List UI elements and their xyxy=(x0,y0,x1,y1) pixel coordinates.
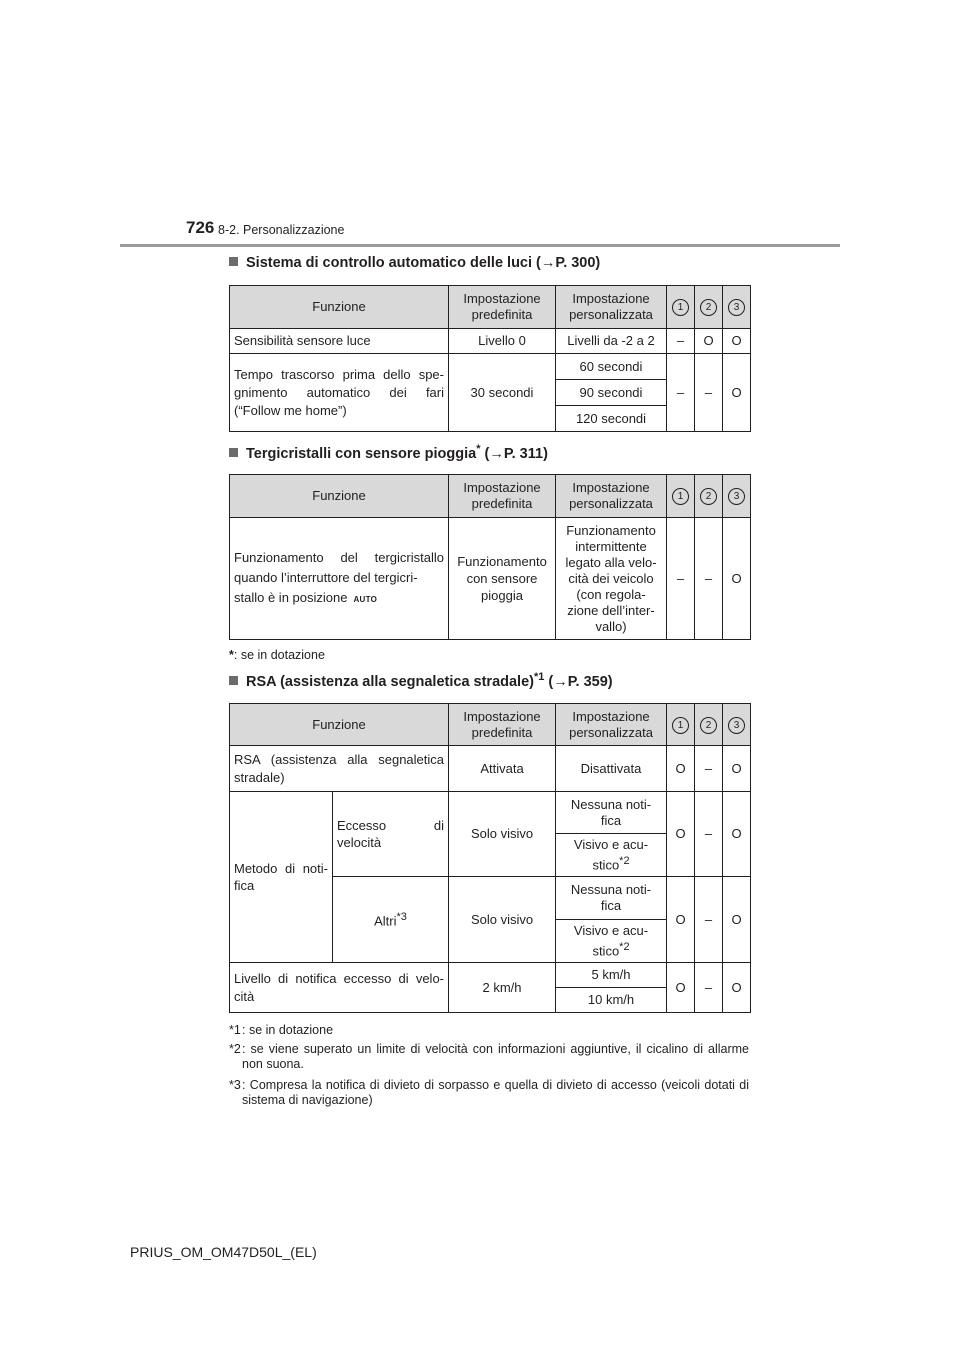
col-header-predefinita: Impostazione predefinita xyxy=(449,704,556,746)
cell-default: Livello 0 xyxy=(449,329,556,354)
cell-custom: Funzionamento intermittente legato alla velo- cità dei veicolo (con regola- zione dell’inter- vallo) xyxy=(556,518,667,640)
col-header-funzione: Funzione xyxy=(230,286,449,329)
col-header-personalizzata: Impostazione personalizzata xyxy=(556,475,667,518)
circled-number: 1 xyxy=(672,717,689,734)
cell-funzione: Funzionamento del tergicristallo quando l’interruttore del tergicri- stallo è in posizione AUTO xyxy=(230,518,449,640)
circled-number: 1 xyxy=(672,488,689,505)
cell-default: Attivata xyxy=(449,746,556,792)
footer-doc-id: PRIUS_OM_OM47D50L_(EL) xyxy=(130,1244,317,1260)
cell-c1: O xyxy=(667,746,695,792)
col-header-predefinita: Impostazione predefinita xyxy=(449,475,556,518)
cell-c2: O xyxy=(695,329,723,354)
footnote-marker: * xyxy=(476,443,481,455)
cell-funzione: Tempo trascorso prima dello spe- gnimento automatico dei fari (“Follow me home”) xyxy=(230,354,449,432)
circled-number: 2 xyxy=(700,299,717,316)
cell-c1: O xyxy=(667,792,695,877)
cell-c3: O xyxy=(723,963,751,1013)
table-header-row xyxy=(230,704,751,746)
cell-default: Solo visivo xyxy=(449,877,556,963)
cell-custom: 5 km/h xyxy=(556,963,667,988)
footnote-marker: *2 xyxy=(619,854,630,867)
cell-c3: O xyxy=(723,792,751,877)
col-header-personalizzata: Impostazione personalizzata xyxy=(556,704,667,746)
footnote-marker: *3 xyxy=(396,911,407,924)
table-rsa xyxy=(229,703,751,1013)
cell-funzione: Sensibilità sensore luce xyxy=(230,329,449,354)
cell-c3: O xyxy=(723,354,751,432)
cell-c2: – xyxy=(695,792,723,877)
cell-c2: – xyxy=(695,354,723,432)
col-header-funzione: Funzione xyxy=(230,704,449,746)
section-title-lights: Sistema di controllo automatico delle luci (→P. 300) xyxy=(229,255,600,271)
circled-number: 3 xyxy=(728,717,745,734)
circled-number: 2 xyxy=(700,717,717,734)
cell-c1: – xyxy=(667,329,695,354)
cell-c1: – xyxy=(667,354,695,432)
circled-number: 2 xyxy=(700,488,717,505)
cell-altri: Altri$^{*3}$ xyxy=(333,877,449,963)
cell-custom: Visivo e acu- stico$^{*2}$ xyxy=(556,920,667,963)
header-divider xyxy=(120,244,840,247)
footnote-2: *2 : se viene superato un limite di velocità con informazioni aggiuntive, il cicalino di allarme non suona. xyxy=(229,1042,749,1071)
cell-c1: O xyxy=(667,963,695,1013)
table-header-row xyxy=(230,475,751,518)
col-header-3 xyxy=(723,704,751,746)
table-row xyxy=(230,746,751,792)
col-header-1 xyxy=(667,704,695,746)
cell-default: Funzionamento con sensore pioggia xyxy=(449,518,556,640)
cell-metodo: Metodo di noti- fica xyxy=(230,792,333,963)
col-header-funzione: Funzione xyxy=(230,475,449,518)
col-header-3 xyxy=(723,475,751,518)
page-number: 726 xyxy=(186,218,215,237)
cell-c2: – xyxy=(695,877,723,963)
cell-c2: – xyxy=(695,518,723,640)
section-title-rsa: RSA (assistenza alla segnaletica stradale)$^{*1}$ (→P. 359) xyxy=(229,671,613,690)
footnote-marker: *3 xyxy=(229,1078,241,1092)
cell-c1: O xyxy=(667,877,695,963)
table-row xyxy=(230,354,751,380)
table-wipers xyxy=(229,474,751,640)
cell-c3: O xyxy=(723,746,751,792)
cell-custom: Nessuna noti- fica xyxy=(556,877,667,920)
table-lights xyxy=(229,285,751,432)
table-row xyxy=(230,792,751,834)
footnote-marker: *2 xyxy=(619,940,630,953)
cell-c1: – xyxy=(667,518,695,640)
cell-c2: – xyxy=(695,746,723,792)
cell-c3: O xyxy=(723,877,751,963)
cell-c2: – xyxy=(695,963,723,1013)
cell-custom: 90 secondi xyxy=(556,380,667,406)
table-row xyxy=(230,329,751,354)
cell-custom: Livelli da -2 a 2 xyxy=(556,329,667,354)
col-header-2 xyxy=(695,286,723,329)
bullet-square-icon xyxy=(229,676,238,685)
cell-custom: 120 secondi xyxy=(556,406,667,432)
cell-custom: 60 secondi xyxy=(556,354,667,380)
cell-c3: O xyxy=(723,518,751,640)
cell-eccesso: Eccesso di velocità xyxy=(333,792,449,877)
circled-number: 1 xyxy=(672,299,689,316)
cell-default: 30 secondi xyxy=(449,354,556,432)
section-label: 8-2. Personalizzazione xyxy=(218,223,345,237)
cell-default: Solo visivo xyxy=(449,792,556,877)
cell-default: 2 km/h xyxy=(449,963,556,1013)
auto-switch-icon: AUTO xyxy=(353,594,378,604)
note-wipers: *: se in dotazione xyxy=(229,648,325,662)
bullet-square-icon xyxy=(229,448,238,457)
cell-custom: Nessuna noti- fica xyxy=(556,792,667,834)
section-title-wipers: Tergicristalli con sensore pioggia* (→P. 311) xyxy=(229,443,548,462)
col-header-2 xyxy=(695,704,723,746)
cell-custom: Visivo e acu- stico$^{*2}$ xyxy=(556,834,667,877)
col-header-3 xyxy=(723,286,751,329)
circled-number: 3 xyxy=(728,488,745,505)
footnote-marker: *1 xyxy=(229,1023,241,1037)
col-header-predefinita: Impostazione predefinita xyxy=(449,286,556,329)
cell-custom: 10 km/h xyxy=(556,988,667,1013)
col-header-personalizzata: Impostazione personalizzata xyxy=(556,286,667,329)
col-header-2 xyxy=(695,475,723,518)
circled-number: 3 xyxy=(728,299,745,316)
footnote-marker: *1 xyxy=(533,671,545,683)
table-row xyxy=(230,963,751,988)
cell-custom: Disattivata xyxy=(556,746,667,792)
footnote-1: *1 : se in dotazione xyxy=(229,1023,334,1037)
cell-c3: O xyxy=(723,329,751,354)
table-row xyxy=(230,518,751,640)
footnote-3: *3 : Compresa la notifica di divieto di sorpasso e quella di divieto di accesso (veicoli dotati di sistema di navigazione) xyxy=(229,1078,749,1107)
cell-funzione: Livello di notifica eccesso di velo- cità xyxy=(230,963,449,1013)
col-header-1 xyxy=(667,475,695,518)
bullet-square-icon xyxy=(229,257,238,266)
cell-funzione: RSA (assistenza alla segnaletica stradale) xyxy=(230,746,449,792)
table-header-row xyxy=(230,286,751,329)
col-header-1 xyxy=(667,286,695,329)
footnote-marker: * xyxy=(229,648,234,662)
footnote-marker: *2 xyxy=(229,1042,241,1056)
